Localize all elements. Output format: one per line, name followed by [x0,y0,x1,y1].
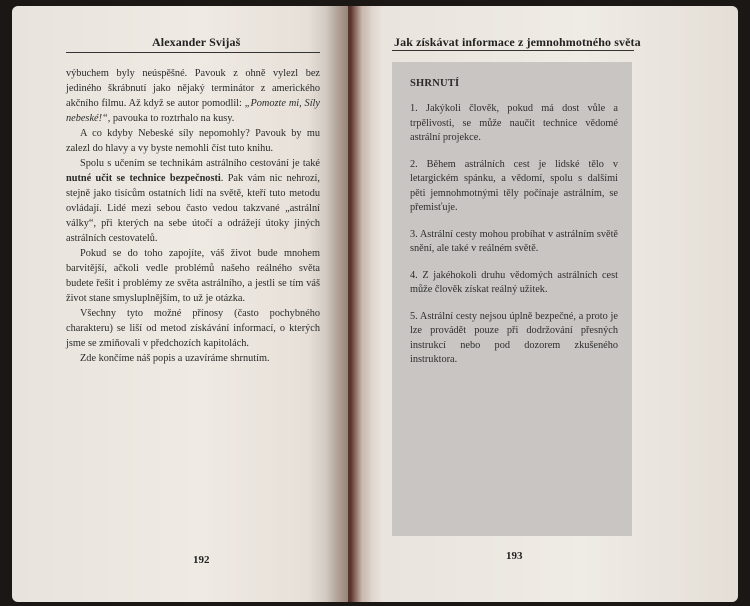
right-running-head: Jak získávat informace z jemnohmotného světa [394,35,641,49]
text-run: Pokud se do toho zapojíte, váš život bude mnohem barvitější, ačkoli vedle problémů našeho reálného světa budete řešit i problémy ze světa astrálního, a jestli se tím váš život stane smysluplnějším, to už je otázka. [66,248,320,304]
summary-box [392,62,632,536]
paragraph [66,126,320,156]
paragraph [66,351,320,366]
right-page-number: 193 [506,550,523,562]
summary-item: 1. Jakýkoli člověk, pokud má dost vůle a trpělivosti, se může naučit technice vědomé astrální projekce. [410,103,618,143]
summary-item: 4. Z jakéhokoli druhu vědomých astrálních cest může člověk získat reálný užitek. [410,269,618,295]
text-run: Zde končíme náš popis a uzavíráme shrnutím. [80,353,270,364]
gutter-shadow-left [326,6,350,602]
paragraph [66,246,320,306]
text-run: , pavouka to roztrhalo na kusy. [107,113,235,124]
text-run: . Pak vám nic nehrozí, stejně jako tisícům ostatních lidí na světě, kteří tuto metodu ovládají. Lidé mezi sebou často vedou takzvané „astrální války“, při kterých na sebe útočí a odrážejí útoky jiných astrálních cestovatelů. [66,173,320,244]
text-run: Všechny tyto možné přínosy (často pochybného charakteru) se liší od metod získávání informací, o kterých jsme se zmiňovali v předchozích kapitolách. [66,308,320,349]
summary-item: 2. Během astrálních cest je lidské tělo v letargickém spánku, a vědomí, spolu s dalšími pěti jemnohmotnými těly počínaje astrálním, se přemisťuje. [410,158,618,213]
bold-text: nutné učit se technice bezpečnosti [66,173,221,184]
paragraph [66,306,320,351]
left-running-head: Alexander Svijaš [152,35,241,49]
summary-item: 5. Astrální cesty nejsou úplně bezpečné, a proto je lze provádět pouze při dodržování přesných instrukcí nebo pod dozorem zkušeného instruktora. [410,310,618,365]
left-header-rule [66,52,320,53]
summary-list [410,102,618,380]
text-run: Spolu s učením se technikám astrálního cestování je také [80,158,320,169]
left-body-text [66,66,320,366]
right-header-rule [392,50,634,51]
left-page-number: 192 [193,554,210,566]
text-run: výbuchem byly neúspěšné. Pavouk z ohně vylezl bez jediného škrábnutí jako nějaký terminátor z amerického akčního filmu. Až když se autor pomodlil: [66,68,320,109]
text-run: A co kdyby Nebeské síly nepomohly? Pavouk by mu zalezl do hlavy a vy byste nemohli číst tuto knihu. [66,128,320,154]
paragraph [66,156,320,246]
paragraph [66,66,320,126]
summary-title: SHRNUTÍ [410,78,460,89]
gutter-shadow-right [350,6,372,602]
italic-text: „Pomozte mi, Síly nebeské!“ [66,98,320,124]
summary-item: 3. Astrální cesty mohou probíhat v astrálním světě snění, ale také v reálném světě. [410,228,618,254]
